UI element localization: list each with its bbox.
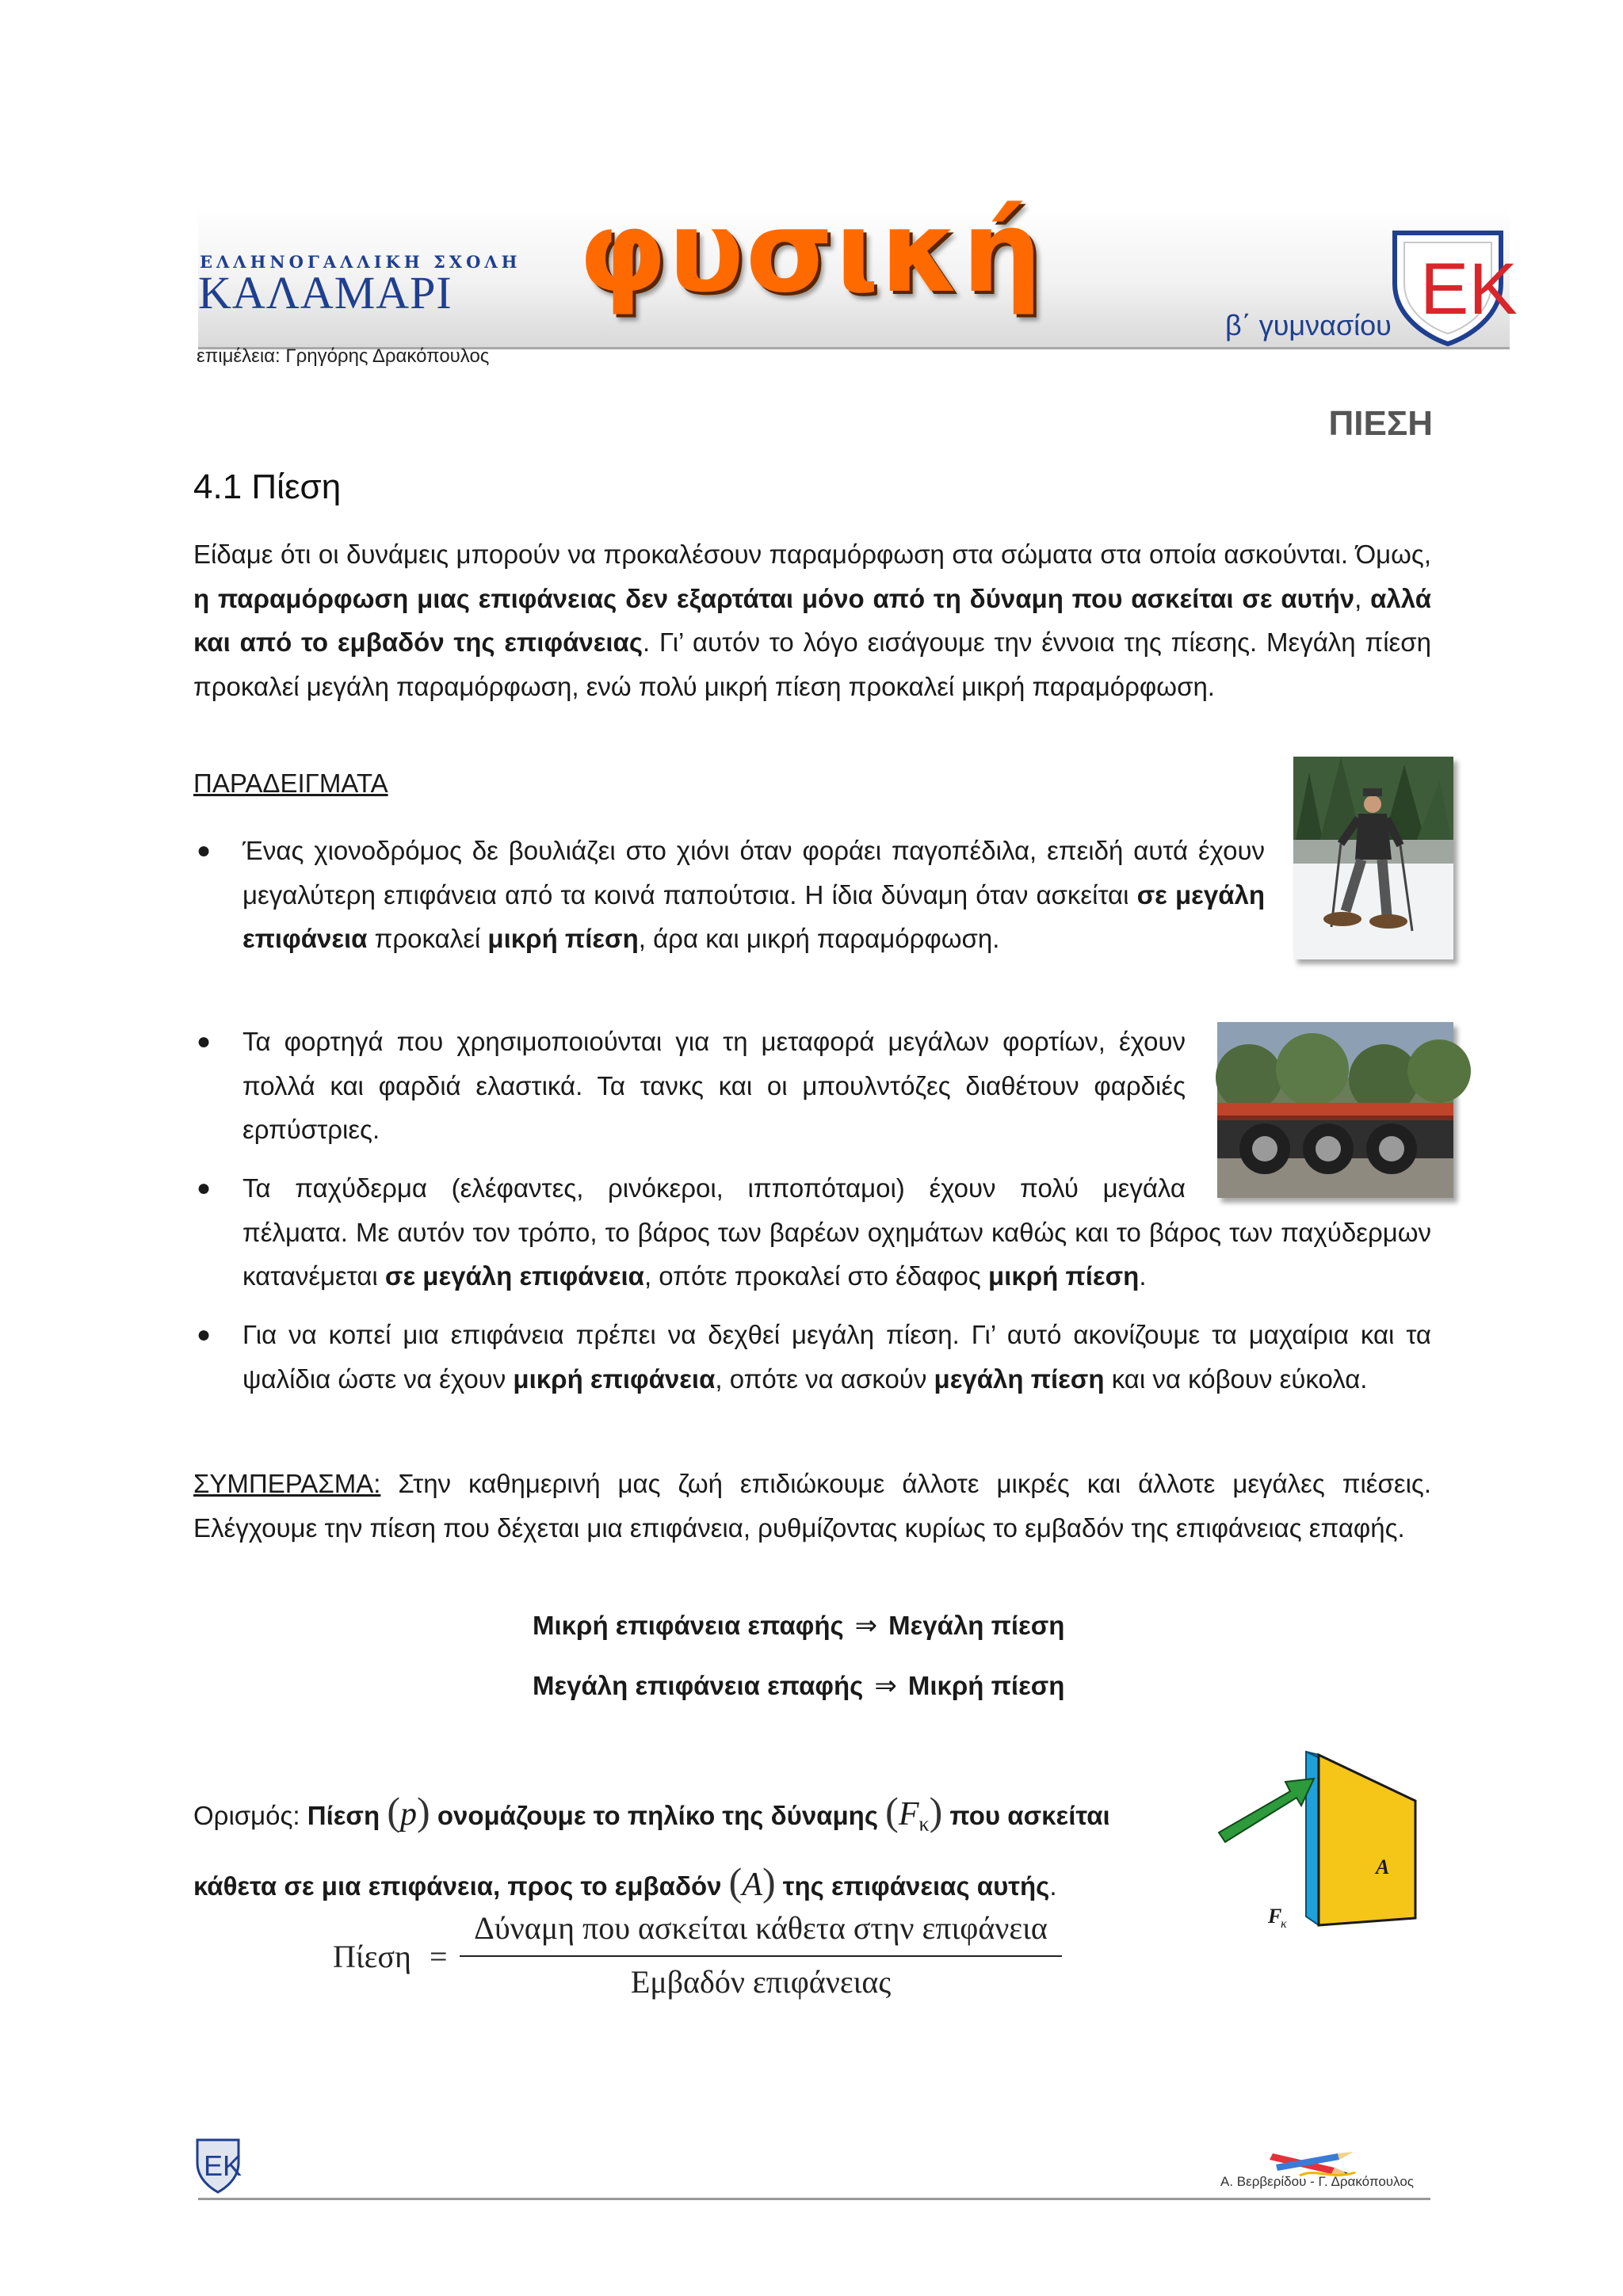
paren: ) [416,1789,430,1833]
area-label: A [1376,1855,1390,1878]
grade-label: β΄ γυμνασίου [1225,309,1392,341]
rule-small-area [533,1610,1064,1642]
paren: ) [762,1859,776,1904]
bullet-3-bold-b: μικρή πίεση [987,1261,1140,1291]
bullet-text [242,1020,1186,1152]
paren: ) [929,1789,943,1833]
rule-2-right: Μικρή πίεση [907,1671,1065,1700]
symbol-A: A [742,1866,762,1903]
definition-text-a: ονομάζουμε το πηλίκο της δύναμης [437,1801,878,1830]
bullet-dot: ● [197,1175,212,1201]
formula-denominator: Εμβαδόν επιφάνειας [630,1964,892,2000]
bullet-4-text-a: Για να κοπεί μια επιφάνεια πρέπει να δεχθεί μεγάλη πίεση. Γι’ αυτό ακονίζουμε τα μαχαίρια και τα ψαλίδια ώστε να έχουν [242,1320,1431,1394]
subject-title: φυσική [579,187,1044,318]
footer-logo-letters: ΕΚ [204,2149,242,2182]
bullet-1-bold-a: σε μεγάλη επιφάνεια [242,879,1265,953]
bullet-4-bold-b: μεγάλη πίεση [934,1363,1105,1394]
bullet-2-text: Τα φορτηγά που χρησιμοποιούνται για τη μεταφορά μεγάλων φορτίων, έχουν πολλά και φαρδιά ελαστικά. Τα τανκς και οι μπουλντόζες διαθέτουν φαρδιές ερπύστριες. [242,1027,1186,1144]
intro-bold-2: αλλά και από το εμβαδόν της επιφάνειας [193,583,1431,657]
bullet-3-bold-a: σε μεγάλη επιφάνεια [384,1261,644,1291]
bullet-3-text-c: . [1139,1261,1147,1291]
intro-pre: Όμως, [1355,540,1431,569]
rule-1-right: Μεγάλη πίεση [888,1611,1065,1640]
truck-photo [1217,1022,1453,1198]
definition-line-2 [193,1853,1208,1915]
rule-2-left: Μεγάλη επιφάνεια επαφής [533,1671,864,1700]
curator-credit: επιμέλεια: Γρηγόρης Δρακόπουλος [197,345,490,367]
bullet-dot: ● [197,837,212,864]
conclusion-text: Στην καθημερινή μας ζωή επιδιώκουμε άλλοτε μικρές και άλλοτε μεγάλες πιέσεις. Ελέγχουμε την πίεση που δέχεται μια επιφάνεια, ρυθμίζοντας κυρίως το εμβαδόν της επιφάνειας επαφής. [193,1469,1431,1543]
bullet-3-rest [242,1211,1431,1299]
formula-equals: = [430,1939,448,1974]
intro-mid: , [1354,583,1371,613]
bullet-4-text-b: , οπότε να ασκούν [715,1363,934,1394]
bullet-4-text-c: και να κόβουν εύκολα. [1104,1363,1368,1394]
bullet-3-text-b: , οπότε προκαλεί στο έδαφος [643,1261,988,1291]
intro-line: Είδαμε ότι οι δυνάμεις μπορούν να προκαλέσουν παραμόρφωση στα σώματα στα οποία ασκούνται. [193,540,1349,569]
definition-paragraph [193,1783,1208,1915]
snowshoer-photo [1293,757,1453,959]
implies-arrow: ⇒ [854,1610,878,1642]
logo-letters: ΕΚ [1420,249,1518,330]
bullet-1-text-c: , άρα και μικρή παραμόρφωση. [638,924,1000,953]
definition-text-b: που ασκείται [949,1801,1110,1830]
force-label: F [1268,1905,1282,1928]
paren: ( [885,1789,899,1833]
bullet-1-text-a: Ένας χιονοδρόμος δε βουλιάζει στο χιόνι όταν φοράει παγοπέδιλα, επειδή αυτά έχουν μεγαλύτερη επιφάνεια από τα κοινά παπούτσια. Η ίδια δύναμη όταν ασκείται [242,836,1265,910]
definition-period: . [1049,1871,1057,1901]
formula-lhs: Πίεση [333,1939,411,1974]
definition-term: Πίεση [307,1801,380,1830]
paren: ( [728,1859,743,1904]
symbol-F-sub: κ [918,1812,930,1836]
fraction-bar [460,1955,1062,1957]
intro-bold-1: η παραμόρφωση μιας επιφάνειας δεν εξαρτάται μόνο από τη δύναμη που ασκείται σε αυτήν [193,583,1355,613]
examples-heading: ΠΑΡΑΔΕΙΓΜΑΤΑ [193,769,388,798]
bullet-4-bold-a: μικρή επιφάνεια [513,1363,716,1394]
rule-1-left: Μικρή επιφάνεια επαφής [533,1611,844,1640]
definition-text-c: κάθετα σε μια επιφάνεια, προς το εμβαδόν [193,1871,722,1901]
definition-line-1 [193,1783,1208,1853]
chapter-title: ΠΙΕΣΗ [1328,404,1433,443]
bullet-dot: ● [197,1028,212,1055]
bullet-3-line-1: Τα παχύδερμα (ελέφαντες, ρινόκεροι, ιπποπόταμοι) έχουν πολύ μεγάλα [242,1173,1186,1203]
definition-text-d: της επιφάνειας αυτής [782,1871,1050,1901]
bullet-3-text-a: πέλματα. Με αυτόν τον τρόπο, το βάρος των βαρέων οχημάτων καθώς και το βάρος των παχύδερμων κατανέμεται [242,1217,1431,1291]
paren: ( [387,1789,400,1833]
bullet-text [242,829,1265,961]
pressure-diagram [1212,1747,1419,1937]
bullet-dot: ● [197,1322,212,1348]
footer-shield-logo [195,2138,241,2195]
conclusion-paragraph [193,1462,1431,1550]
implies-arrow: ⇒ [874,1670,897,1702]
footer-rule [198,2198,1430,2200]
formula-numerator: Δύναμη που ασκείται κάθετα στην επιφάνεια [474,1910,1048,1946]
force-label-sub: κ [1281,1917,1287,1931]
bullet-1-bold-b: μικρή πίεση [487,924,639,953]
school-shield-logo [1388,228,1518,347]
section-title: 4.1 Πίεση [193,467,342,506]
symbol-F: F [898,1796,919,1833]
bullet-1-text-b: προκαλεί [367,924,488,953]
school-name-small: ΕΛΛΗΝΟΓΑΛΛΙΚΗ ΣΧΟΛΗ [200,252,521,272]
definition-label: Ορισμός: [193,1801,307,1830]
bullet-text [242,1313,1431,1401]
symbol-p: p [399,1796,417,1833]
intro-paragraph [193,532,1431,708]
conclusion-label: ΣΥΜΠΕΡΑΣΜΑ: [193,1469,381,1498]
footer-authors: Α. Βερβερίδου - Γ. Δρακόπουλος [1220,2174,1414,2189]
intro-post: . Γι’ αυτόν το λόγο εισάγουμε την έννοια της πίεσης. Μεγάλη πίεση προκαλεί μεγάλη παραμόρφωση, ενώ πολύ μικρή πίεση προκαλεί μικρή παραμόρφωση. [193,627,1431,701]
school-name: ΚΑΛΑΜΑΡΙ [198,267,453,318]
rule-large-area [533,1670,1064,1702]
